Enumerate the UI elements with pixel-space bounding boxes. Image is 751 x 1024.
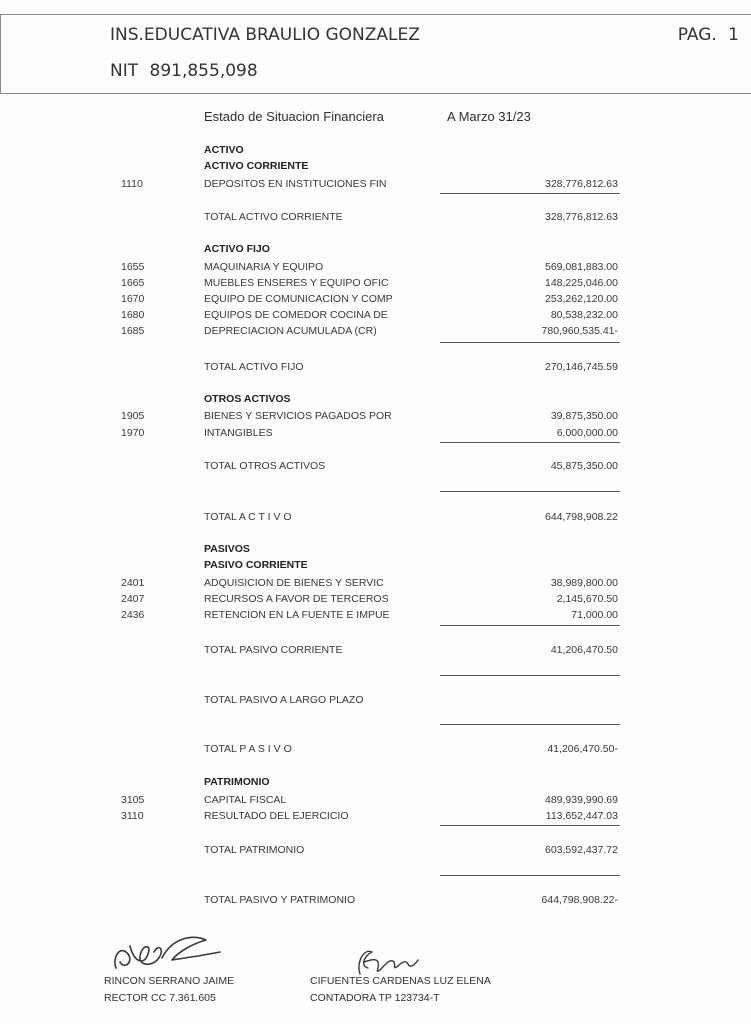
section-heading: [0, 143, 751, 157]
row-description: TOTAL PASIVO A LARGO PLAZO: [204, 694, 364, 706]
total-row: [0, 360, 751, 374]
row-amount: 2,145,670.50: [556, 593, 618, 605]
account-code: 1680: [121, 309, 145, 321]
row-description: CAPITAL FISCAL: [204, 794, 287, 806]
account-code: 3105: [121, 794, 145, 806]
subtotal-rule: [440, 724, 620, 725]
subtotal-rule: [440, 342, 620, 343]
row-description: BIENES Y SERVICIOS PAGADOS POR: [204, 410, 392, 422]
subtotal-rule: [440, 625, 620, 626]
row-description: ACTIVO CORRIENTE: [204, 160, 309, 172]
row-amount: 253,262,120.00: [545, 293, 618, 305]
row-amount: 38,989,800.00: [550, 577, 618, 589]
account-code: 1685: [121, 325, 145, 337]
page-number: PAG. 1: [677, 25, 739, 45]
row-amount: 489,939,990.69: [545, 794, 618, 806]
account-code: 1905: [121, 410, 145, 422]
row-amount: 41,206,470.50-: [547, 743, 618, 755]
row-description: RECURSOS A FAVOR DE TERCEROS: [204, 593, 389, 605]
row-description: TOTAL ACTIVO CORRIENTE: [204, 211, 343, 223]
account-row: [0, 793, 751, 807]
grand-total-row: [0, 742, 751, 756]
row-description: OTROS ACTIVOS: [204, 393, 291, 405]
section-heading: [0, 159, 751, 173]
account-code: 2401: [121, 577, 145, 589]
total-row: [0, 210, 751, 224]
report-title: Estado de Situacion Financiera: [204, 109, 384, 124]
row-description: TOTAL A C T I V O: [204, 511, 292, 523]
section-heading: [0, 392, 751, 406]
subtotal-rule: [440, 442, 620, 443]
total-row: [0, 643, 751, 657]
row-amount: 644,798,908.22: [545, 511, 618, 523]
account-row: [0, 426, 751, 440]
row-description: RESULTADO DEL EJERCICIO: [204, 810, 349, 822]
row-amount: 603,592,437.72: [545, 844, 618, 856]
rector-name: RINCON SERRANO JAIME: [104, 975, 235, 987]
row-description: ACTIVO FIJO: [204, 243, 270, 255]
account-code: 1670: [121, 293, 145, 305]
account-row: [0, 608, 751, 622]
rector-title: RECTOR CC 7.361.605: [104, 992, 216, 1004]
row-amount: 6,000,000.00: [556, 427, 618, 439]
account-row: [0, 292, 751, 306]
account-code: 1665: [121, 277, 145, 289]
row-description: TOTAL ACTIVO FIJO: [204, 361, 304, 373]
row-description: RETENCION EN LA FUENTE E IMPUE: [204, 609, 390, 621]
subtotal-rule: [440, 825, 620, 826]
account-row: [0, 592, 751, 606]
total-row: [0, 459, 751, 473]
section-heading: [0, 558, 751, 572]
institution-name: INS.EDUCATIVA BRAULIO GONZALEZ: [110, 25, 420, 45]
subtotal-rule: [440, 193, 620, 194]
row-description: ADQUISICION DE BIENES Y SERVIC: [204, 577, 384, 589]
account-row: [0, 576, 751, 590]
row-description: PATRIMONIO: [204, 776, 270, 788]
subtotal-rule: [440, 875, 620, 876]
account-row: [0, 276, 751, 290]
subtotal-rule: [440, 491, 620, 492]
row-description: DEPOSITOS EN INSTITUCIONES FIN: [204, 178, 387, 190]
total-row: [0, 843, 751, 857]
header-box: [0, 14, 751, 94]
account-code: 1110: [121, 178, 143, 190]
row-amount: 328,776,812.63: [545, 211, 618, 223]
rector-signature: [108, 928, 228, 974]
account-row: [0, 177, 751, 191]
nit-number: NIT 891,855,098: [110, 61, 258, 81]
row-description: EQUIPOS DE COMEDOR COCINA DE: [204, 309, 388, 321]
row-description: INTANGIBLES: [204, 427, 273, 439]
account-code: 2436: [121, 609, 145, 621]
contadora-title: CONTADORA TP 123734-T: [310, 992, 440, 1004]
contadora-name: CIFUENTES CARDENAS LUZ ELENA: [310, 975, 491, 987]
grand-total-row: [0, 510, 751, 524]
row-amount: 80,538,232.00: [550, 309, 618, 321]
row-description: TOTAL PATRIMONIO: [204, 844, 305, 856]
row-amount: 148,225,046.00: [545, 277, 618, 289]
account-row: [0, 260, 751, 274]
row-amount: 644,798,908.22-: [541, 894, 618, 906]
section-heading: [0, 242, 751, 256]
row-amount: 45,875,350.00: [550, 460, 618, 472]
row-description: MUEBLES ENSERES Y EQUIPO OFIC: [204, 277, 389, 289]
row-amount: 71,000.00: [571, 609, 618, 621]
row-description: PASIVOS: [204, 543, 250, 555]
account-row: [0, 324, 751, 338]
section-heading: [0, 542, 751, 556]
row-description: TOTAL PASIVO CORRIENTE: [204, 644, 343, 656]
account-code: 1655: [121, 261, 145, 273]
account-row: [0, 409, 751, 423]
row-description: TOTAL PASIVO Y PATRIMONIO: [204, 894, 356, 906]
row-amount: 39,875,350.00: [550, 410, 618, 422]
account-code: 1970: [121, 427, 145, 439]
row-description: EQUIPO DE COMUNICACION Y COMP: [204, 293, 393, 305]
account-code: 3110: [121, 810, 144, 822]
account-row: [0, 809, 751, 823]
grand-total-row: [0, 893, 751, 907]
row-description: MAQUINARIA Y EQUIPO: [204, 261, 324, 273]
row-amount: 328,776,812.63: [545, 178, 618, 190]
subtotal-rule: [440, 675, 620, 676]
row-amount: 41,206,470.50: [550, 644, 618, 656]
row-description: PASIVO CORRIENTE: [204, 559, 308, 571]
total-row: [0, 693, 751, 707]
row-description: TOTAL P A S I V O: [204, 743, 292, 755]
row-amount: 270,146,745.59: [545, 361, 618, 373]
row-description: ACTIVO: [204, 144, 244, 156]
row-description: DEPRECIACION ACUMULADA (CR): [204, 325, 377, 337]
row-amount: 569,081,883.00: [545, 261, 618, 273]
row-description: TOTAL OTROS ACTIVOS: [204, 460, 326, 472]
account-code: 2407: [121, 593, 145, 605]
contadora-signature: [350, 940, 430, 980]
report-date: A Marzo 31/23: [447, 109, 531, 124]
account-row: [0, 308, 751, 322]
row-amount: 780,960,535.41-: [541, 325, 618, 337]
section-heading: [0, 775, 751, 789]
row-amount: 113,652,447.03: [545, 810, 618, 822]
